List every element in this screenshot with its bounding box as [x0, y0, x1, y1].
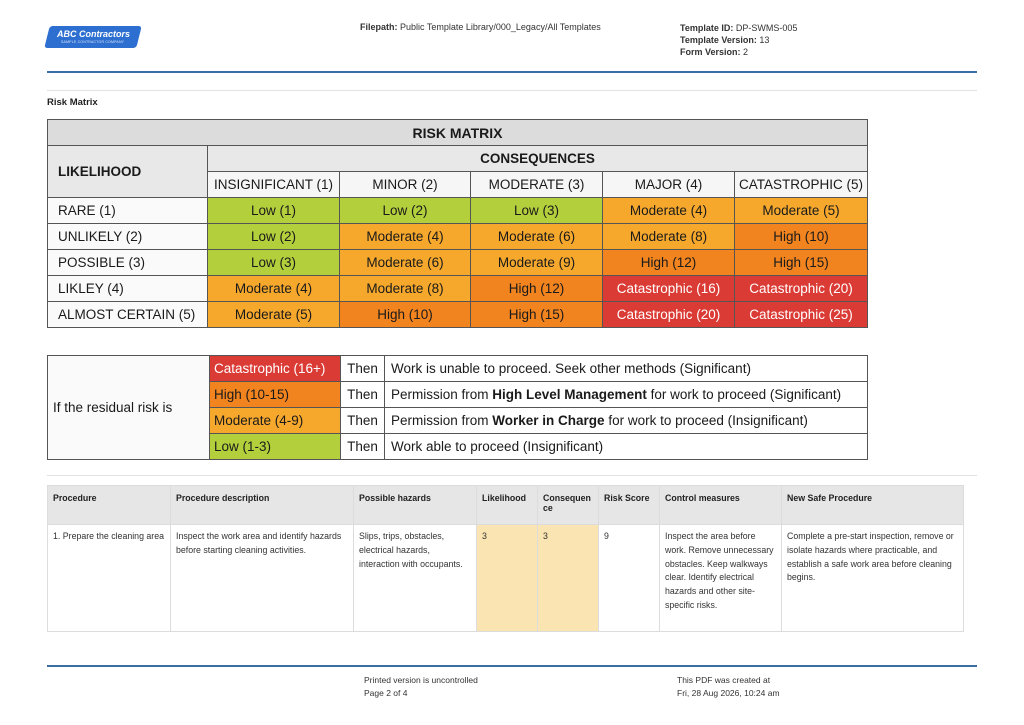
risk-cell: Moderate (9): [471, 250, 603, 276]
matrix-row: [48, 198, 868, 224]
control-measures-cell: Inspect the area before work. Remove unnecessary obstacles. Keep walkways clear. Identify electrical hazards and other site-specific risks.: [660, 525, 782, 632]
page-number: Page 2 of 4: [364, 687, 408, 698]
risk-cell: Moderate (6): [471, 224, 603, 250]
risk-cell: Low (3): [208, 250, 340, 276]
template-version-label: Template Version:: [680, 35, 757, 45]
section-title: Risk Matrix: [47, 97, 98, 108]
likelihood-label: LIKLEY (4): [48, 276, 208, 302]
column-header: Procedure: [48, 486, 171, 525]
risk-cell: High (15): [471, 302, 603, 328]
column-header: New Safe Procedure: [782, 486, 964, 525]
likelihood-cell: 3: [477, 525, 538, 632]
logo-name: ABC Contractors: [57, 29, 131, 39]
action-text: for work to proceed (Significant): [646, 387, 842, 402]
residual-level: Catastrophic (16+): [210, 356, 341, 382]
form-version-value: 2: [743, 47, 749, 57]
likelihood-label: ALMOST CERTAIN (5): [48, 302, 208, 328]
likelihood-label: POSSIBLE (3): [48, 250, 208, 276]
company-logo: [47, 26, 139, 50]
table-divider: [47, 475, 977, 476]
matrix-row: [48, 224, 868, 250]
action-text: for work to proceed (Insignificant): [604, 413, 808, 428]
residual-action: [385, 434, 868, 460]
action-text: Permission from: [391, 413, 493, 428]
residual-action: [385, 382, 868, 408]
risk-cell: Moderate (5): [735, 198, 868, 224]
then-label: Then: [341, 408, 385, 434]
consequence-cell: 3: [538, 525, 599, 632]
uncontrolled-note: Printed version is uncontrolled: [364, 675, 478, 685]
risk-score-cell: 9: [599, 525, 660, 632]
risk-cell: Catastrophic (16): [603, 276, 735, 302]
matrix-row: [48, 276, 868, 302]
residual-level: Low (1-3): [210, 434, 341, 460]
template-id: [680, 22, 797, 34]
procedure-cell: 1. Prepare the cleaning area: [48, 525, 171, 632]
residual-action: [385, 408, 868, 434]
risk-cell: Low (2): [340, 198, 471, 224]
risk-cell: High (12): [471, 276, 603, 302]
risk-cell: High (12): [603, 250, 735, 276]
table-row: [48, 525, 964, 632]
likelihood-label: RARE (1): [48, 198, 208, 224]
risk-cell: Low (3): [471, 198, 603, 224]
then-label: Then: [341, 356, 385, 382]
risk-cell: Low (1): [208, 198, 340, 224]
risk-cell: Moderate (5): [208, 302, 340, 328]
form-version-label: Form Version:: [680, 47, 741, 57]
action-text: Work able to proceed (Insignificant): [391, 439, 604, 454]
template-id-value: DP-SWMS-005: [735, 23, 798, 33]
column-header: Likelihood: [477, 486, 538, 525]
risk-cell: Catastrophic (25): [735, 302, 868, 328]
column-header: Control measures: [660, 486, 782, 525]
risk-cell: High (10): [735, 224, 868, 250]
risk-cell: Moderate (4): [340, 224, 471, 250]
consequence-header: INSIGNIFICANT (1): [208, 172, 340, 198]
form-version: [680, 46, 797, 58]
action-text: Work is unable to proceed. Seek other methods (Significant): [391, 361, 751, 376]
procedure-header-row: [48, 486, 964, 525]
created-value: Fri, 28 Aug 2026, 10:24 am: [677, 687, 780, 698]
likelihood-label: UNLIKELY (2): [48, 224, 208, 250]
description-cell: Inspect the work area and identify hazards before starting cleaning activities.: [171, 525, 354, 632]
risk-cell: Moderate (4): [603, 198, 735, 224]
residual-action: [385, 356, 868, 382]
risk-cell: Low (2): [208, 224, 340, 250]
residual-level: Moderate (4-9): [210, 408, 341, 434]
residual-row: [48, 356, 868, 382]
footer-left: [364, 674, 478, 699]
column-header: Consequen ce: [538, 486, 599, 525]
new-procedure-cell: Complete a pre-start inspection, remove or isolate hazards where practicable, and establish a safe work area before cleaning begins.: [782, 525, 964, 632]
filepath-value: Public Template Library/000_Legacy/All Templates: [400, 22, 601, 32]
section-divider: [47, 90, 977, 91]
consequence-header: MAJOR (4): [603, 172, 735, 198]
column-header: Possible hazards: [354, 486, 477, 525]
risk-matrix-table: [47, 119, 868, 328]
filepath: [360, 22, 601, 32]
logo-tagline: SAMPLE CONTRACTOR COMPANY: [61, 40, 125, 44]
consequence-header: MINOR (2): [340, 172, 471, 198]
risk-cell: Moderate (6): [340, 250, 471, 276]
consequence-header: CATASTROPHIC (5): [735, 172, 868, 198]
residual-lead: If the residual risk is: [48, 356, 210, 460]
consequences-header: CONSEQUENCES: [208, 146, 868, 172]
matrix-row: [48, 250, 868, 276]
risk-matrix-title: RISK MATRIX: [48, 120, 868, 146]
footer-divider: [47, 665, 977, 667]
risk-cell: Moderate (8): [603, 224, 735, 250]
template-version-value: 13: [759, 35, 770, 45]
filepath-label: Filepath:: [360, 22, 398, 32]
template-meta: [680, 22, 797, 58]
consequence-header: MODERATE (3): [471, 172, 603, 198]
risk-cell: High (15): [735, 250, 868, 276]
template-id-label: Template ID:: [680, 23, 734, 33]
column-header: Risk Score: [599, 486, 660, 525]
residual-level: High (10-15): [210, 382, 341, 408]
likelihood-header: LIKELIHOOD: [48, 146, 208, 198]
template-version: [680, 34, 797, 46]
column-header: Procedure description: [171, 486, 354, 525]
action-emphasis: Worker in Charge: [492, 413, 605, 428]
footer-right: [677, 674, 780, 699]
created-label: This PDF was created at: [677, 675, 771, 685]
header-divider: [47, 71, 977, 73]
action-text: Permission from: [391, 387, 493, 402]
then-label: Then: [341, 382, 385, 408]
procedure-table: [47, 485, 964, 632]
hazards-cell: Slips, trips, obstacles, electrical hazards, interaction with occupants.: [354, 525, 477, 632]
risk-cell: Moderate (8): [340, 276, 471, 302]
action-emphasis: High Level Management: [492, 387, 647, 402]
matrix-row: [48, 302, 868, 328]
risk-cell: Moderate (4): [208, 276, 340, 302]
then-label: Then: [341, 434, 385, 460]
risk-cell: Catastrophic (20): [603, 302, 735, 328]
risk-cell: Catastrophic (20): [735, 276, 868, 302]
risk-cell: High (10): [340, 302, 471, 328]
residual-risk-table: [47, 355, 868, 460]
